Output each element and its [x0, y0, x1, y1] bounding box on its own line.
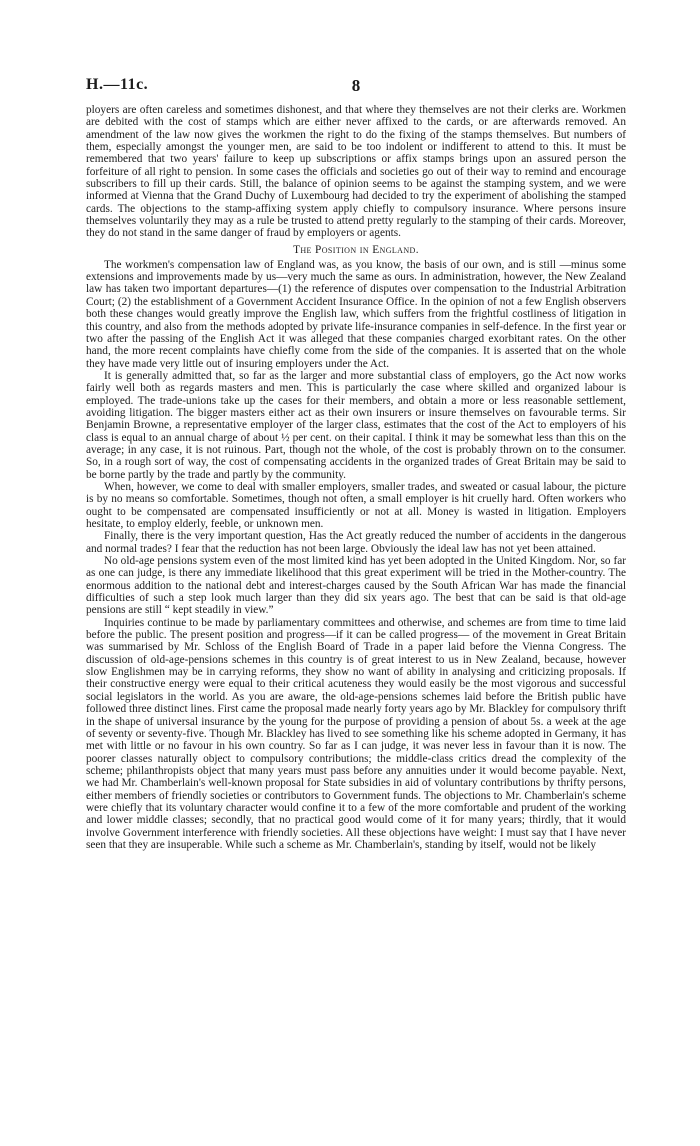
page-number: 8: [351, 76, 361, 95]
paragraph: No old-age pensions system even of the most limited kind has yet been adopted in the United Kingdom. Nor, so far as one can judge, is there any immediate likelihood that this great experiment will be tried in the Mother-country. The enormous addition to the national debt and interest-charges caused by the South African War has made the financial difficulties of such a step look much larger than they did six years ago. The best that can be said is that old-age pensions are still “ kept steadily in view.”: [86, 555, 626, 617]
page-header: [86, 76, 626, 98]
paragraph: Finally, there is the very important question, Has the Act greatly reduced the number of accidents in the dangerous and normal trades? I fear that the reduction has not been large. Obviously the ideal law has not yet been attained.: [86, 530, 626, 555]
paragraph: The workmen's compensation law of England was, as you know, the basis of our own, and is still —minus some extensions and improvements made by us—very much the same as ours. In administration, however, the New Zealand law has taken two important departures—(1) the reference of disputes over compensation to the Industrial Arbitration Court; (2) the establishment of a Government Accident Insurance Office. In the opinion of not a few English observers both these changes would greatly improve the English law, which suffers from the frightful costliness of litigation in this country, and also from the methods adopted by private life-insurance companies in self-defence. In the first year or two after the passing of the English Act it was alleged that these companies charged exorbitant rates. On the other hand, the more recent complaints have chiefly come from the side of the companies. It is asserted that on the whole they have made very little out of insuring employers under the Act.: [86, 258, 626, 370]
document-reference: H.—11c.: [86, 76, 149, 93]
section-heading: The Position in England.: [293, 243, 419, 256]
paragraph: Inquiries continue to be made by parliamentary committees and otherwise, and schemes are from time to time laid before the public. The present position and progress—if it can be called progress— of the movement in Great Britain was summarised by Mr. Schloss of the English Board of Trade in a paper laid before the Vienna Congress. The discussion of old-age-pensions schemes in this country is of great interest to us in New Zealand, because, however slow Englishmen may be in carrying reforms, they show no want of ability in analysing and criticizing proposals. If their constructive energy were equal to their critical acuteness they would easily be the most vigorous and successful social legislators in the world. As you are aware, the old-age-pensions schemes laid before the British public have followed three distinct lines. First came the proposal made nearly forty years ago by Mr. Blackley for compulsory thrift in the shape of universal insurance by the young for the purpose of providing a pension of about 5s. a week at the age of seventy or seventy-five. Though Mr. Blackley has lived to see something like his scheme adopted in Germany, it has met with little or no favour in his own country. So far as I can judge, it was never less in favour than it is now. The poorer classes naturally object to compulsory contributions; the middle-class critics dread the complexity of the scheme; philanthropists object that many years must pass before any annuities under it would become payable. Next, we had Mr. Chamberlain's well-known proposal for State subsidies in aid of voluntary contributions by thrifty persons, either members of friendly societies or contributors to Government funds. The objections to Mr. Chamberlain's scheme were chiefly that its voluntary character would confine it to a few of the more comfortable and prudent of the working and lower middle classes; secondly, that no practical good would come of it for many years; thirdly, that it would involve Government interference with friendly societies. All these objections have weight: I must say that I have never seen that they are insuperable. While such a scheme as Mr. Chamberlain's, standing by itself, would not be likely: [86, 616, 626, 851]
page-body: [86, 104, 626, 851]
paragraph: It is generally admitted that, so far as the larger and more substantial class of employers, go the Act now works fairly well both as regards masters and men. This is particularly the case where skilled and organized labour is employed. The trade-unions take up the cases for their members, and obtain a more or less reasonable settlement, avoiding litigation. The bigger masters either act as their own insurers or insure themselves on favourable terms. Sir Benjamin Browne, a representative employer of the larger class, estimates that the cost of the Act to employers of his class is equal to an annual charge of about ½ per cent. on their capital. I think it may be somewhat less than this on the average; in any case, it is not ruinous. Part, though not the whole, of the cost is probably thrown on to the consumer. So, in a rough sort of way, the cost of compensating accidents in the organized trades of Great Britain may be said to be borne partly by the trade and partly by the community.: [86, 369, 626, 481]
paragraph-continued: ployers are often careless and sometimes dishonest, and that where they themselves are not their clerks are. Workmen are debited with the cost of stamps which are either never affixed to the cards, or are afterwards removed. An amendment of the law now gives the workmen the right to do the fixing of the stamps themselves. But numbers of them, especially amongst the younger men, are said to be too indolent or indifferent to attend to this. It must be remembered that two years' failure to keep up subscriptions or affix stamps brings upon an assured person the forfeiture of all right to pension. In some cases the officials and societies go out of their way to remind and encourage subscribers to fill up their cards. Still, the balance of opinion seems to be against the stamping system, and we were informed at Vienna that the Grand Duchy of Luxembourg had decided to try the experiment of abolishing the stamped cards. The objections to the stamp-affixing system apply chiefly to compulsory insurance. Where persons insure themselves voluntarily they may as a rule be trusted to attend pretty regularly to the stamping of their cards. Moreover, they do not stand in the same danger of fraud by employers or agents.: [86, 104, 626, 240]
paragraph: When, however, we come to deal with smaller employers, smaller trades, and sweated or casual labour, the picture is by no means so comfortable. Sometimes, though not often, a small employer is hit cruelly hard. Often workers who ought to be compensated are compensated insufficiently or not at all. Money is wasted in litigation. Employers hesitate, to employ elderly, feeble, or unknown men.: [86, 480, 626, 530]
